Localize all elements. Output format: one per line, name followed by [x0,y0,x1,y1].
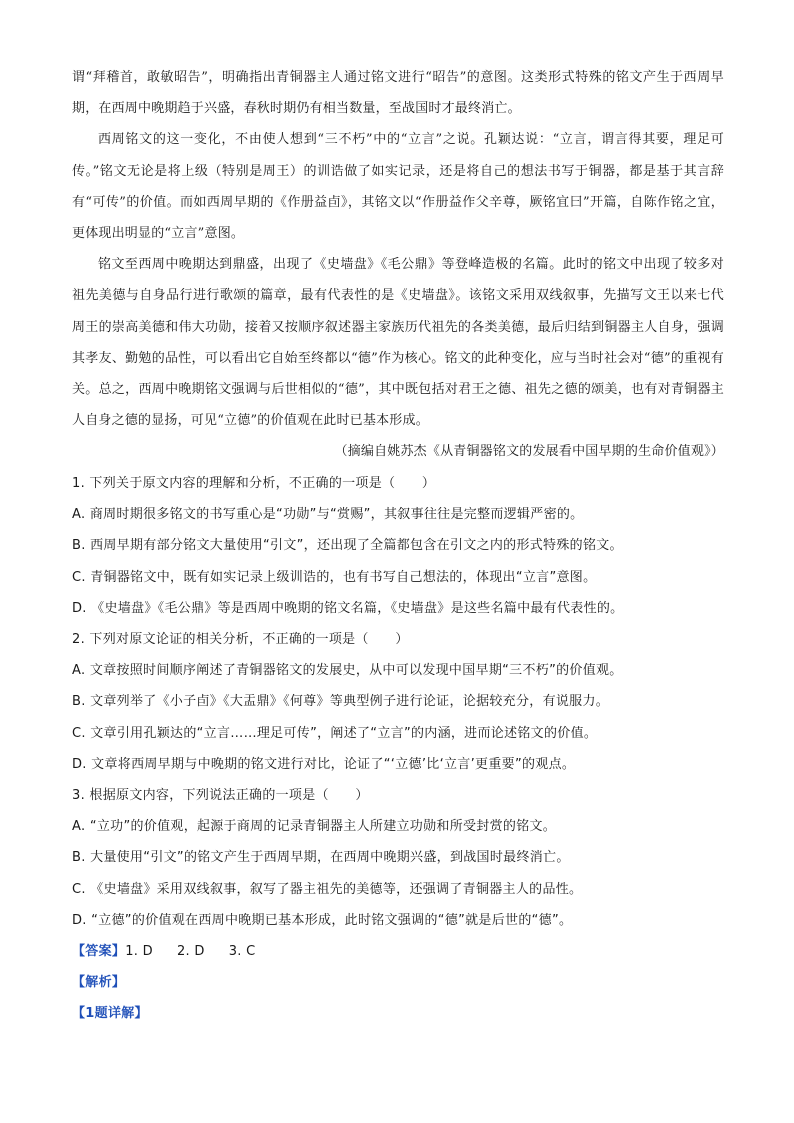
answer-item-2: 2. D [176,944,205,960]
passage-paragraph-2: 西周铭文的这一变化，不由使人想到“三不朽”中的“立言”之说。孔颖达说：“立言，谓言得其要，理足可传。”铭文无论是将上级（特别是周王）的训诰做了如实记录，还是将自己的想法书写于铜器，都是基于其言辞有“可传”的价值。而如西周早期的《作册益卣》，其铭文以“作册益作父辛尊，厥铭宜曰”开篇，自陈作铭之宜，更体现出明显的“立言”意图。 [72,132,724,242]
question-1-stem: 1. 下列关于原文内容的理解和分析，不正确的一项是（ ） [72,476,436,491]
question-2-option-d: D. 文章将西周早期与中晚期的铭文进行对比，论证了“‘立德’比‘立言’更重要”的观点。 [72,756,576,772]
detail-line [72,998,732,1029]
question-3-option-c: C. 《史墙盘》采用双线叙事，叙写了器主祖先的美德等，还强调了青铜器主人的品性。 [72,881,583,897]
question-2-stem: 2. 下列对原文论证的相关分析，不正确的一项是（ ） [72,632,409,648]
question-1-option-a: A. 商周时期很多铭文的书写重心是“功勋”与“赏赐”，其叙事往往是完整而逻辑严密的。 [72,507,584,523]
question-1-option-d: D. 《史墙盘》《毛公鼎》等是西周中晚期的铭文名篇，《史墙盘》是这些名篇中最有代表性的。 [72,600,624,616]
reading-passage [72,62,724,468]
answer-tag: 【答案】 [72,944,126,960]
answer-line [72,936,732,967]
question-1-option-b: B. 西周早期有部分铭文大量使用“引文”，还出现了全篇都包含在引文之内的形式特殊的铭文。 [72,538,623,554]
question-3-option-b: B. 大量使用“引文”的铭文产生于西周早期，在西周中晚期兴盛，到战国时最终消亡。 [72,850,570,866]
analysis-tag: 【解析】 [72,975,126,991]
question-3-stem: 3. 根据原文内容，下列说法正确的一项是（ ） [72,788,369,804]
question-2-option-c: C. 文章引用孔颖达的“立言……理足可传”，阐述了“立言”的内涵，进而论述铭文的价值。 [72,725,598,741]
answer-item-1: 1. D [125,944,153,960]
passage-paragraph-3: 铭文至西周中晚期达到鼎盛，出现了《史墙盘》《毛公鼎》等登峰造极的名篇。此时的铭文中出现了较多对祖先美德与自身品行进行歌颂的篇章，最有代表性的是《史墙盘》。该铭文采用双线叙事，先描写文王以来七代周王的崇高美德和伟大功勋，接着又按顺序叙述器主家族历代祖先的各类美德，最后归结到铜器主人自身，强调其孝友、勤勉的品性，可以看出它自始至终都以“德”作为核心。铭文的此种变化，应与当时社会对“德”的重视有关。总之，西周中晚期铭文强调与后世相似的“德”，其中既包括对君王之德、祖先之德的颂美，也有对青铜器主人自身之德的显扬，可见“立德”的价值观在此时已基本形成。 [72,257,724,429]
question-3-option-d: D. “立德”的价值观在西周中晚期已基本形成，此时铭文强调的“德”就是后世的“德”。 [72,912,573,928]
questions-section [72,468,732,1030]
detail-tag: 【1题详解】 [72,1006,148,1022]
answer-item-3: 3. C [228,944,256,960]
question-3-option-a: A. “立功”的价值观，起源于商周的记录青铜器主人所建立功勋和所受封赏的铭文。 [72,819,557,835]
passage-paragraph-1: 谓“拜稽首，敢敏昭告”，明确指出青铜器主人通过铭文进行“昭告”的意图。这类形式特殊的铭文产生于西周早期，在西周中晚期趋于兴盛，春秋时期仍有相当数量，至战国时才最终消亡。 [72,70,724,117]
question-2-option-b: B. 文章列举了《小子卣》《大盂鼎》《何尊》等典型例子进行论证，论据较充分，有说服力。 [72,694,610,710]
analysis-line [72,967,732,998]
question-2-option-a: A. 文章按照时间顺序阐述了青铜器铭文的发展史，从中可以发现中国早期“三不朽”的价值观。 [72,663,623,679]
passage-source: （摘编自姚苏杰《从青铜器铭文的发展看中国早期的生命价值观》） [334,444,724,460]
question-1-option-c: C. 青铜器铭文中，既有如实记录上级训诰的，也有书写自己想法的，体现出“立言”意图。 [72,569,597,585]
